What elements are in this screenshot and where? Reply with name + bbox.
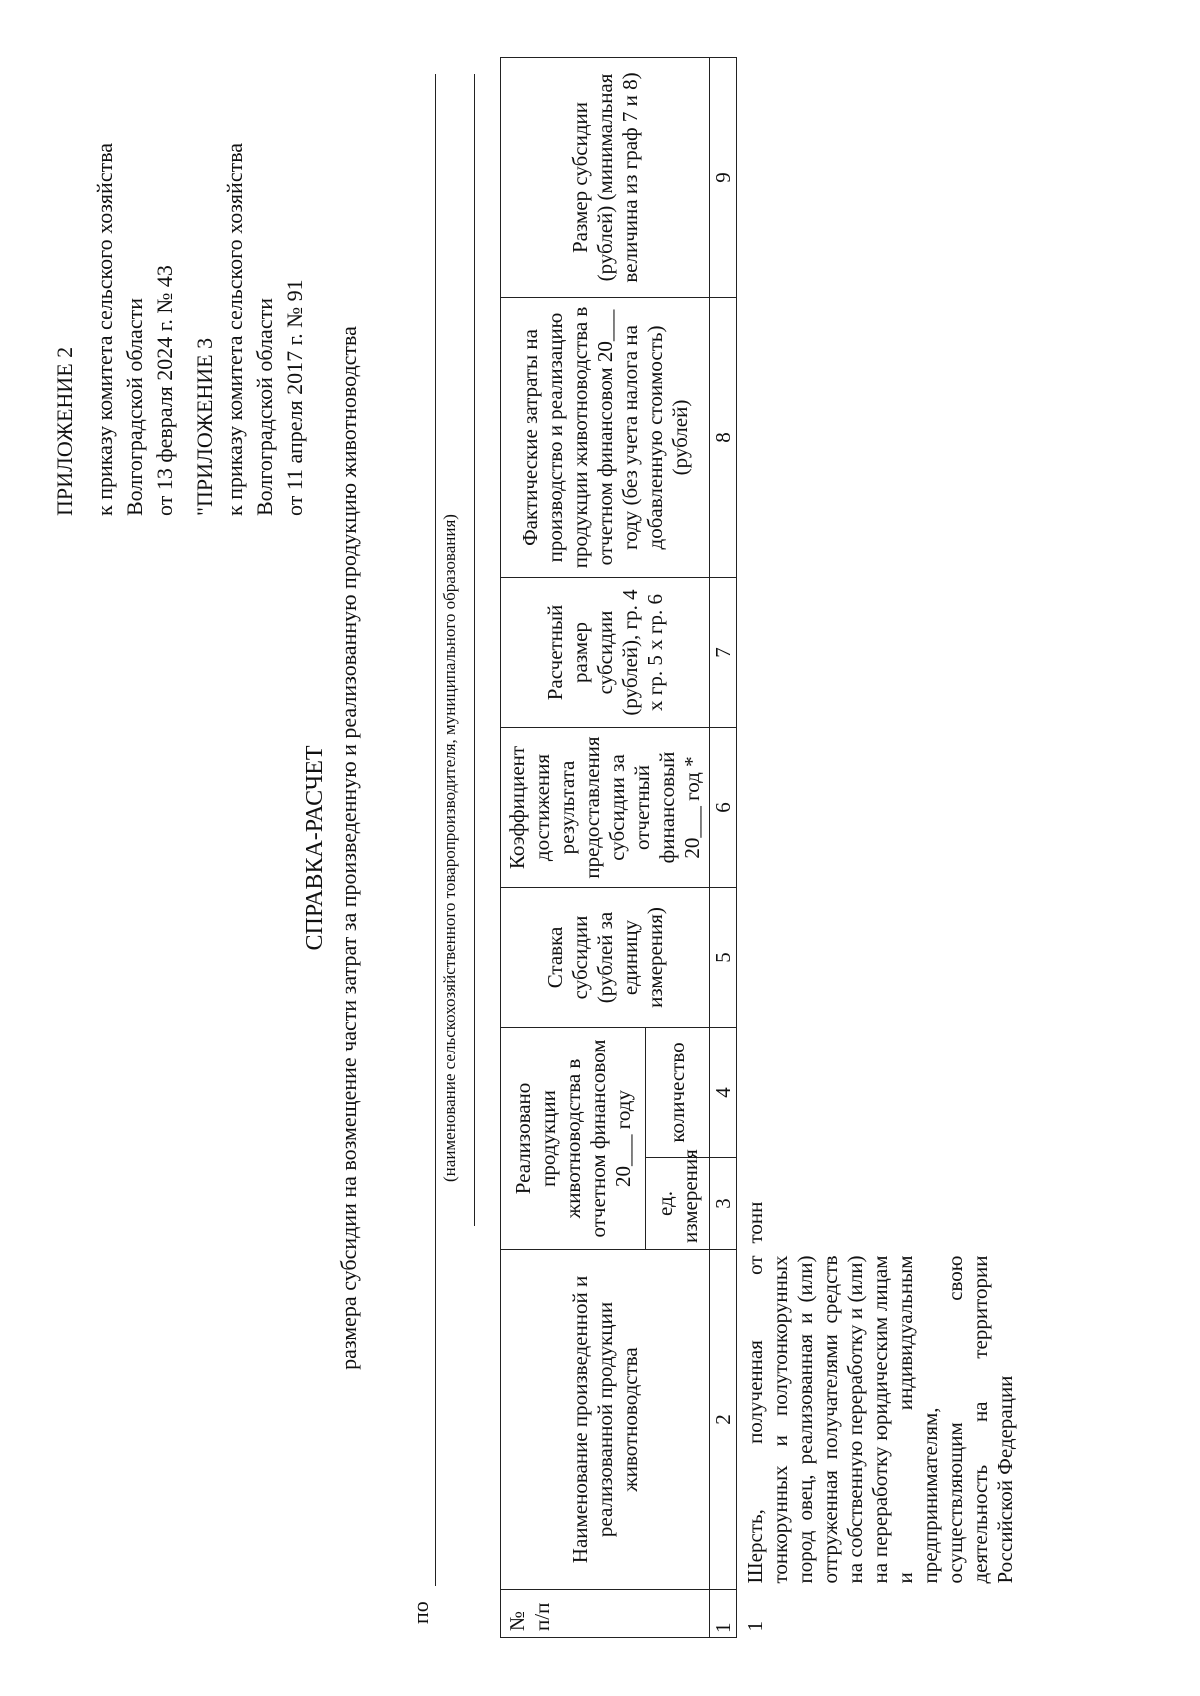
column-number: 9 bbox=[710, 57, 737, 297]
header-unit: ед. измерения bbox=[646, 1158, 710, 1250]
order-reference-line: к приказу комитета сельского хозяйства bbox=[92, 142, 117, 516]
column-number: 6 bbox=[710, 727, 737, 887]
subsidy-calculation-table bbox=[500, 57, 1022, 1638]
order2-reference-region: Волгоградской области bbox=[252, 298, 277, 516]
appendix3-title: "ПРИЛОЖЕНИЕ 3 bbox=[192, 337, 217, 516]
header-achievement-coefficient: Коэффициент достижения результата предоставления субсидии за отчетный финансовый 20___ год * bbox=[501, 727, 710, 887]
column-number-row bbox=[710, 57, 737, 1637]
producer-name-underline bbox=[435, 74, 436, 1586]
header-sold-products: Реализовано продукции животноводства в отчетном финансовом 20___ году bbox=[501, 1027, 646, 1249]
column-number: 5 bbox=[710, 887, 737, 1027]
header-subsidy-amount: Размер субсидии (рублей) (минимальная величина из граф 7 и 8) bbox=[501, 57, 710, 297]
producer-name-line bbox=[408, 74, 438, 1624]
header-calculated-subsidy: Расчетный размер субсидии (рублей), гр. 4 х гр. 5 х гр. 6 bbox=[501, 577, 710, 727]
producer-name-caption: (наименование сельскохозяйственного товаропроизводителя, муниципального образования) bbox=[440, 514, 459, 1182]
column-number: 2 bbox=[710, 1250, 737, 1590]
column-number: 4 bbox=[710, 1027, 737, 1157]
rate-value bbox=[737, 887, 1023, 1027]
order-reference-region: Волгоградской области bbox=[122, 298, 147, 516]
header-product-name: Наименование произведенной и реализованной продукции животноводства bbox=[501, 1250, 710, 1590]
row-number: 1 bbox=[743, 1621, 767, 1632]
product-name: Шерсть, полученная от тонкорунных и полутонкорунных пород овец, реализованная и (или) отгруженная получателями средств на собственную переработку и (или) на переработку юридическим лицам и индивидуальным предпринимателям, осуществляющим свою деятельность на территории Российской Федерации bbox=[743, 1255, 1017, 1584]
column-number: 3 bbox=[710, 1158, 737, 1250]
order2-reference-line: к приказу комитета сельского хозяйства bbox=[222, 142, 247, 516]
unit-value: тонн bbox=[743, 1201, 767, 1244]
actual-costs-value bbox=[737, 297, 1023, 577]
calculated-subsidy-value bbox=[737, 577, 1023, 727]
coefficient-value bbox=[737, 727, 1023, 887]
document-subtitle: размера субсидии на возмещение части затрат за произведенную и реализованную продукцию животноводства bbox=[336, 326, 361, 1370]
header-row-number: № п/п bbox=[501, 1590, 710, 1638]
column-number: 8 bbox=[710, 297, 737, 577]
po-label: по bbox=[408, 1601, 433, 1624]
appendix-title: ПРИЛОЖЕНИЕ 2 bbox=[52, 346, 77, 516]
column-number: 7 bbox=[710, 577, 737, 727]
subsidy-amount-value bbox=[737, 57, 1023, 297]
header-actual-costs: Фактические затраты на производство и реализацию продукции животноводства в отчетном финансовом 20___ году (без учета налога на добавленную стоимость) (рублей) bbox=[501, 297, 710, 577]
column-number: 1 bbox=[710, 1590, 737, 1638]
header-subsidy-rate: Ставка субсидии (рублей за единицу измерения) bbox=[501, 887, 710, 1027]
document-title: СПРАВКА-РАСЧЕТ bbox=[302, 745, 328, 951]
table-row bbox=[737, 57, 1023, 1637]
order2-reference-date: от 11 апреля 2017 г. № 91 bbox=[282, 279, 307, 516]
appendix-header bbox=[50, 56, 310, 516]
separator-rule bbox=[474, 74, 475, 1226]
order-reference-date: от 13 февраля 2024 г. № 43 bbox=[152, 265, 177, 516]
quantity-value bbox=[737, 1027, 1023, 1157]
header-quantity: количество bbox=[646, 1027, 710, 1157]
